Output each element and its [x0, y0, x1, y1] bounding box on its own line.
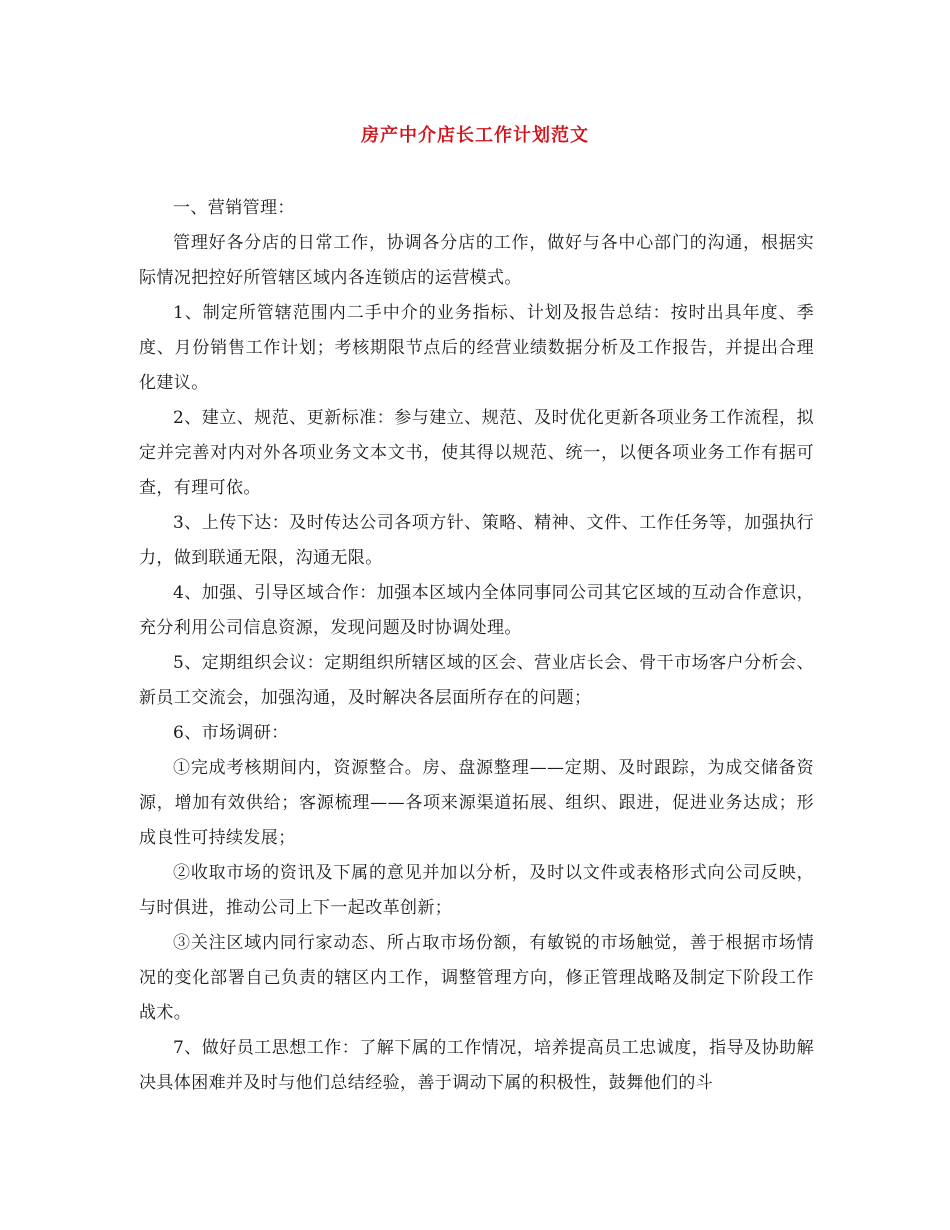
paragraph: ①完成考核期间内，资源整合。房、盘源整理——定期、及时跟踪，为成交储备资源，增加有效供给；客源梳理——各项来源渠道拓展、组织、跟进，促进业务达成；形成良性可持续发展；: [139, 758, 814, 848]
paragraph: 4、加强、引导区域合作：加强本区域内全体同事同公司其它区域的互动合作意识，充分利用公司信息资源，发现问题及时协调处理。: [139, 583, 814, 638]
paragraph: 7、做好员工思想工作：了解下属的工作情况，培养提高员工忠诚度，指导及协助解决具体困难并及时与他们总结经验，善于调动下属的积极性，鼓舞他们的斗: [139, 1038, 814, 1093]
section-heading-marketing: 一、营销管理：: [173, 198, 295, 218]
section-heading-market-research: 6、市场调研：: [173, 723, 289, 743]
document-body: [139, 191, 814, 1101]
document-title: 房产中介店长工作计划范文: [361, 125, 589, 146]
paragraph: 管理好各分店的日常工作，协调各分店的工作，做好与各中心部门的沟通，根据实际情况把控好所管辖区域内各连锁店的运营模式。: [139, 233, 814, 288]
paragraph: ③关注区域内同行家动态、所占取市场份额，有敏锐的市场触觉，善于根据市场情况的变化部署自己负责的辖区内工作，调整管理方向，修正管理战略及制定下阶段工作战术。: [139, 933, 814, 1023]
paragraph: 3、上传下达：及时传达公司各项方针、策略、精神、文件、工作任务等，加强执行力，做到联通无限，沟通无限。: [139, 513, 814, 568]
paragraph: 2、建立、规范、更新标准：参与建立、规范、及时优化更新各项业务工作流程，拟定并完善对内对外各项业务文本文书，使其得以规范、统一，以便各项业务工作有据可查，有理可依。: [139, 408, 814, 498]
paragraph: 5、定期组织会议：定期组织所辖区域的区会、营业店长会、骨干市场客户分析会、新员工交流会，加强沟通，及时解决各层面所存在的问题；: [139, 653, 814, 708]
paragraph: 1、制定所管辖范围内二手中介的业务指标、计划及报告总结：按时出具年度、季度、月份销售工作计划；考核期限节点后的经营业绩数据分析及工作报告，并提出合理化建议。: [139, 303, 814, 393]
paragraph: ②收取市场的资讯及下属的意见并加以分析，及时以文件或表格形式向公司反映，与时俱进，推动公司上下一起改革创新；: [139, 863, 814, 918]
